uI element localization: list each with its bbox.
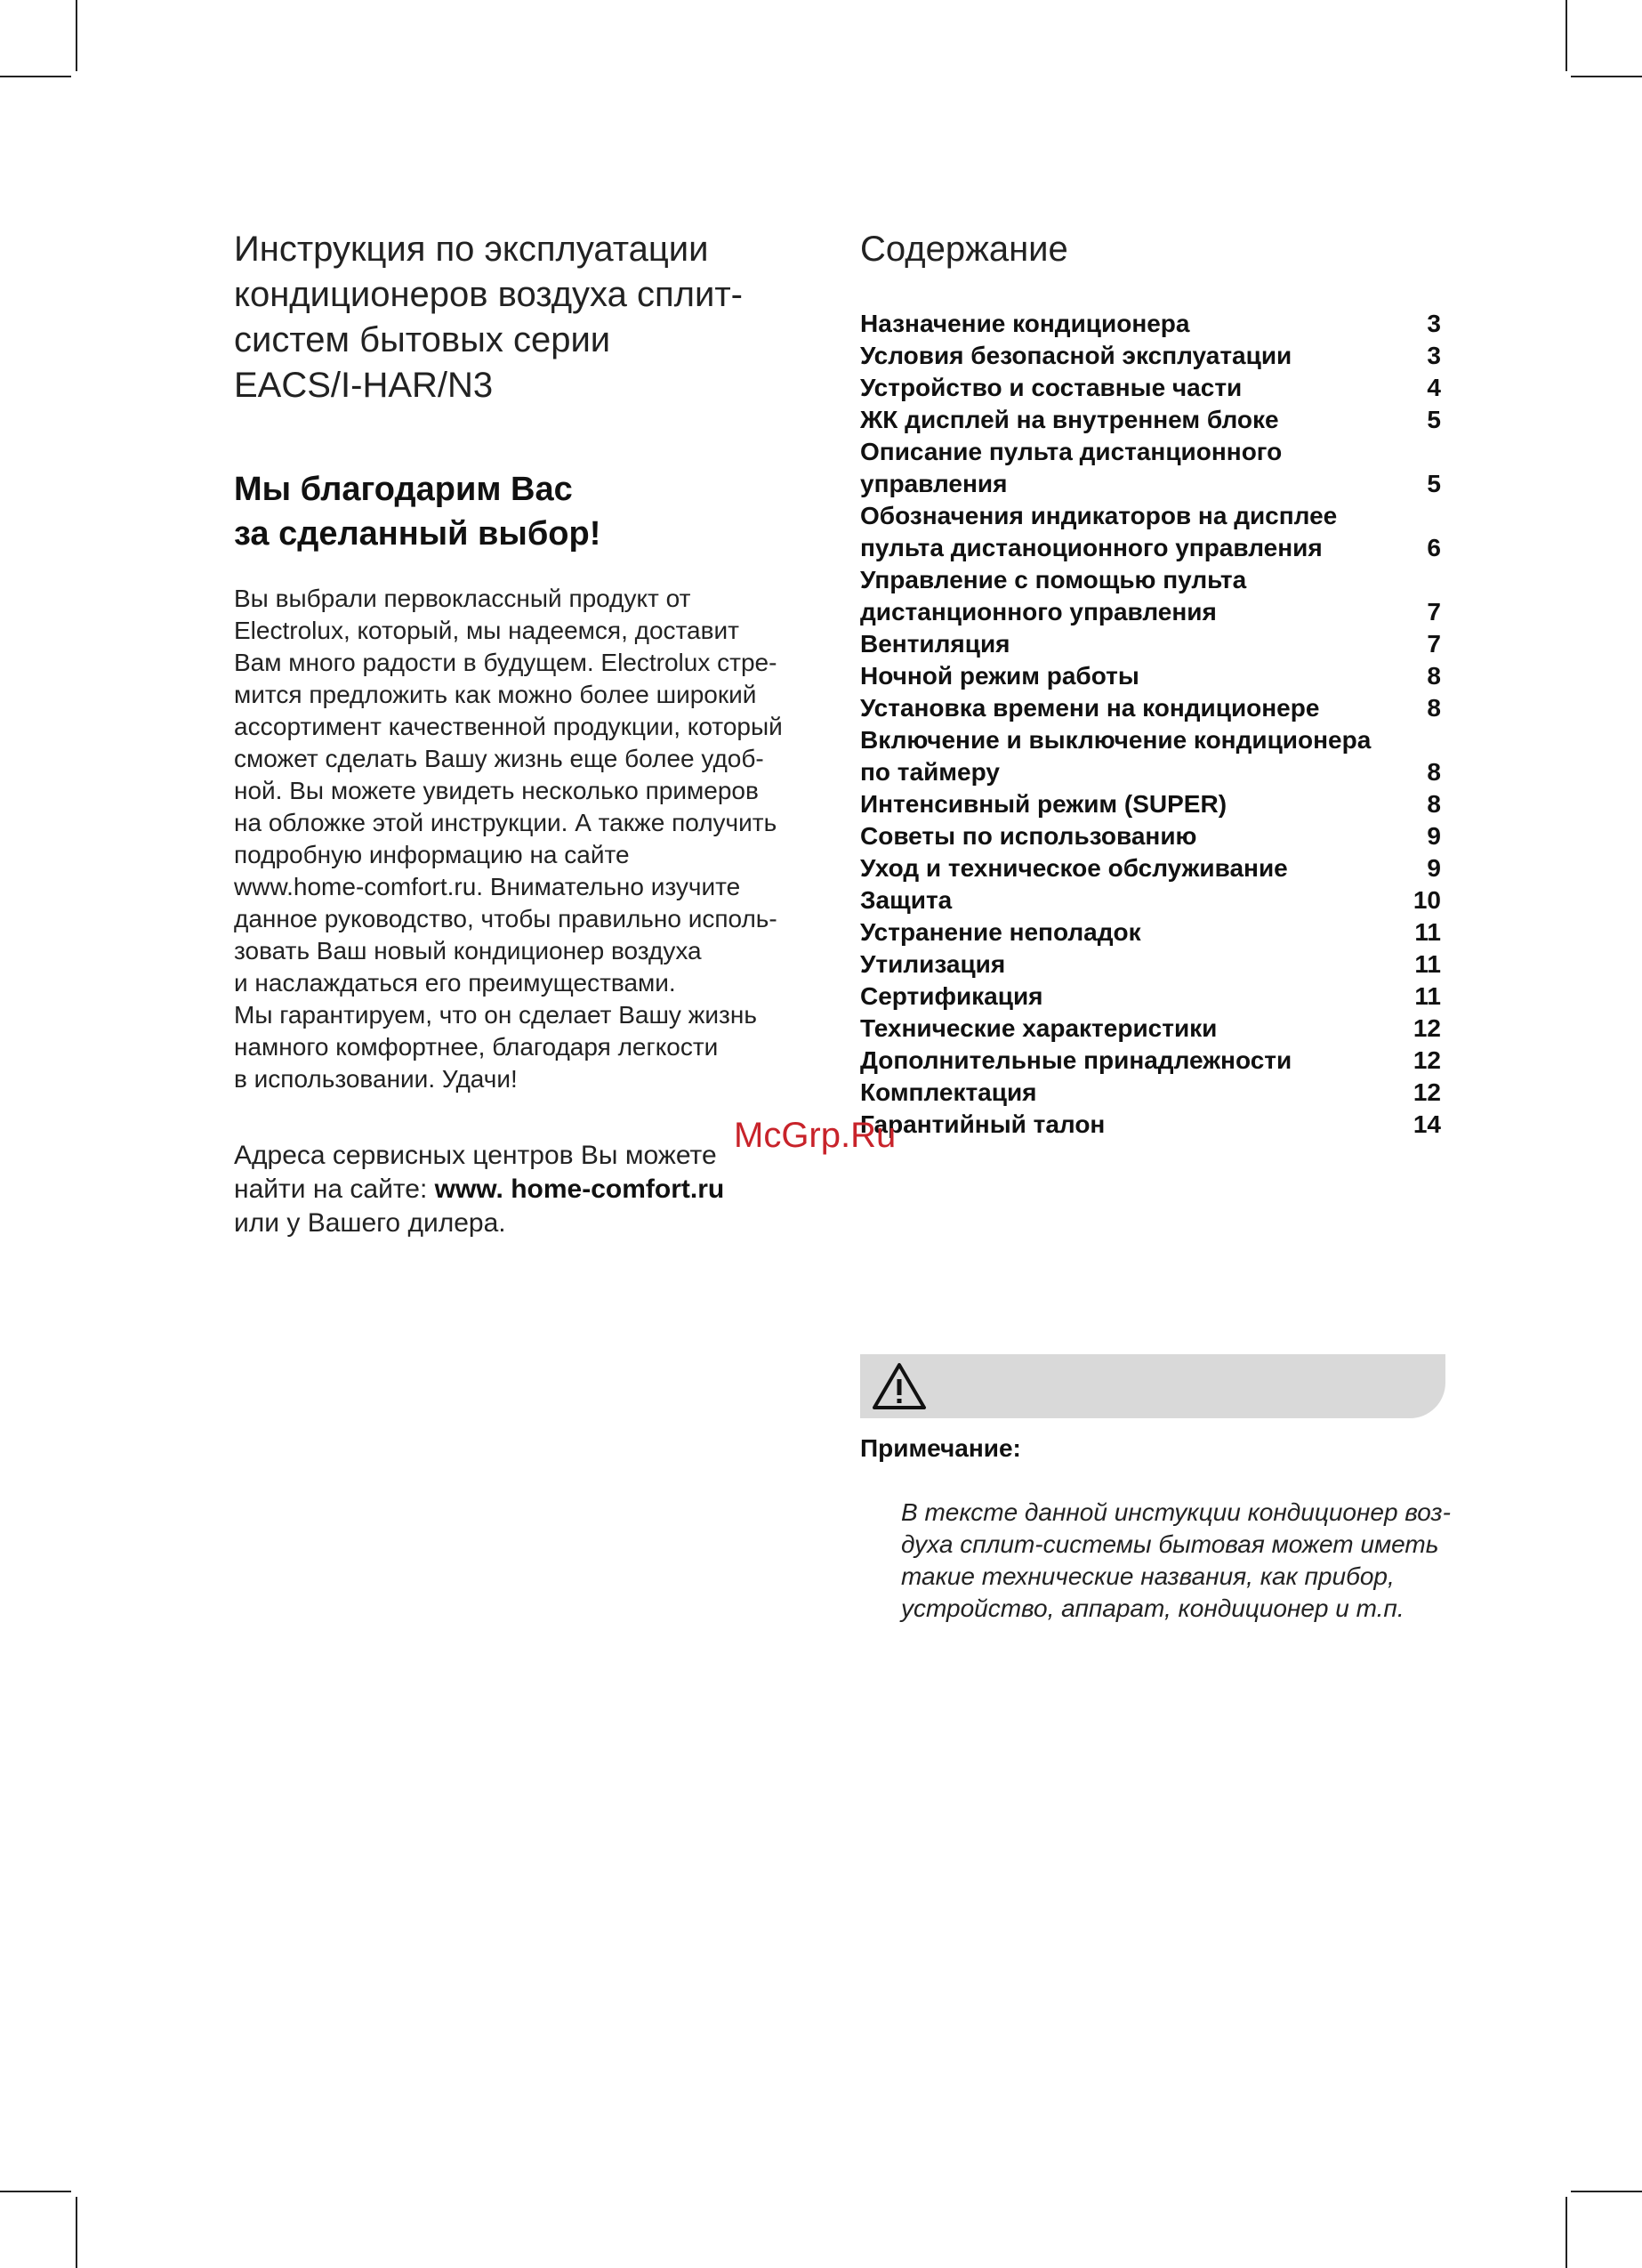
toc-item-title: Утилизация: [860, 950, 1006, 978]
crop-mark: [76, 2197, 77, 2268]
toc-item-page: 3: [1427, 310, 1441, 337]
crop-mark: [0, 2191, 71, 2192]
toc-item[interactable]: [860, 404, 1441, 436]
intro-line: мится предложить как можно более широкий: [234, 681, 757, 708]
toc-item-title: Комплектация: [860, 1078, 1037, 1106]
intro-line: и наслаждаться его преимуществами.: [234, 969, 676, 997]
toc-item-page: 12: [1413, 1046, 1441, 1074]
note-line: духа сплит-системы бытовая может иметь: [901, 1530, 1439, 1558]
service-line: или у Вашего дилера.: [234, 1208, 506, 1238]
toc-item[interactable]: [860, 820, 1441, 852]
intro-line: намного комфортнее, благодаря легкости: [234, 1033, 719, 1061]
service-line-prefix: найти на сайте:: [234, 1174, 435, 1204]
toc-item-title: Гарантийный талон: [860, 1110, 1106, 1138]
toc-item-title: Сертификация: [860, 982, 1043, 1010]
document-title: [234, 227, 839, 408]
toc-item[interactable]: [860, 660, 1441, 692]
toc-item-page: 4: [1427, 374, 1441, 401]
toc-item-title: Советы по использованию: [860, 822, 1197, 850]
toc-item[interactable]: [860, 564, 1441, 628]
toc-item-title: Обозначения индикаторов на дисплее: [860, 502, 1338, 529]
title-line: Инструкция по эксплуатации: [234, 230, 709, 269]
toc-item-page: 5: [1427, 470, 1441, 497]
toc-item-page: 9: [1427, 822, 1441, 850]
note-banner: [860, 1354, 1445, 1418]
thanks-line: за сделанный выбор!: [234, 515, 601, 553]
crop-mark: [1571, 2191, 1642, 2192]
toc-item[interactable]: [860, 340, 1441, 372]
intro-line: данное руководство, чтобы правильно исполь-: [234, 905, 777, 932]
intro-line: www.home-comfort.ru. Внимательно изучите: [234, 873, 741, 900]
intro-line: в использовании. Удачи!: [234, 1065, 518, 1093]
toc-item-title: Описание пульта дистанционного: [860, 438, 1283, 465]
toc-item[interactable]: [860, 500, 1441, 564]
intro-line: Вы выбрали первоклассный продукт от: [234, 585, 691, 612]
toc-item-title: Дополнительные принадлежности: [860, 1046, 1292, 1074]
toc-item-title: Защита: [860, 886, 953, 914]
toc-item[interactable]: [860, 852, 1441, 884]
toc-item-page: 8: [1427, 790, 1441, 818]
note-line: такие технические названия, как прибор,: [901, 1562, 1395, 1590]
intro-line: подробную информацию на сайте: [234, 841, 630, 868]
crop-mark: [1566, 0, 1567, 71]
toc-item[interactable]: [860, 628, 1441, 660]
website-link[interactable]: www. home-comfort.ru: [434, 1174, 725, 1204]
toc-item-page: 12: [1413, 1078, 1441, 1106]
crop-mark: [76, 0, 77, 71]
toc-item[interactable]: [860, 1013, 1441, 1045]
title-line: систем бытовых серии: [234, 320, 611, 359]
toc-item[interactable]: [860, 948, 1441, 981]
toc-item-title: Включение и выключение кондиционера: [860, 726, 1372, 754]
toc-item[interactable]: [860, 1109, 1441, 1141]
toc-item-page: 6: [1427, 534, 1441, 561]
warning-icon: [871, 1361, 928, 1411]
toc-item-title: Вентиляция: [860, 630, 1010, 658]
toc-item-title: Управление с помощью пульта: [860, 566, 1247, 593]
toc-item-title: Устранение неполадок: [860, 918, 1141, 946]
toc-item-page: 12: [1413, 1014, 1441, 1042]
toc-item-title: Установка времени на кондиционере: [860, 694, 1320, 722]
toc-item-title: Ночной режим работы: [860, 662, 1139, 690]
toc-title: Содержание: [860, 230, 1068, 269]
toc-list: [860, 308, 1441, 1141]
intro-line: зовать Ваш новый кондиционер воздуха: [234, 937, 702, 965]
toc-item-page: 14: [1413, 1110, 1441, 1138]
toc-item-title: по таймеру: [860, 758, 1000, 786]
intro-line: ной. Вы можете увидеть несколько примеров: [234, 777, 759, 804]
intro-line: сможет сделать Вашу жизнь еще более удоб-: [234, 745, 764, 772]
toc-item-page: 11: [1414, 950, 1441, 978]
toc-item[interactable]: [860, 884, 1441, 916]
toc-item-title: дистанционного управления: [860, 598, 1217, 626]
service-line: [234, 1173, 724, 1207]
note-text: [901, 1497, 1451, 1625]
toc-item-page: 8: [1427, 758, 1441, 786]
note-line: В тексте данной инстукции кондиционер воз-: [901, 1498, 1451, 1526]
crop-mark: [0, 76, 71, 77]
toc-item-page: 11: [1414, 982, 1441, 1010]
toc-item-page: 3: [1427, 342, 1441, 369]
toc-item[interactable]: [860, 436, 1441, 500]
toc-item-title: Интенсивный режим (SUPER): [860, 790, 1227, 818]
toc-item-title: ЖК дисплей на внутреннем блоке: [860, 406, 1279, 433]
intro-line: ассортимент качественной продукции, который: [234, 713, 783, 740]
thanks-line: Мы благодарим Вас: [234, 471, 573, 508]
toc-item[interactable]: [860, 1077, 1441, 1109]
toc-item-page: 11: [1414, 918, 1441, 946]
title-line: кондиционеров воздуха сплит-: [234, 275, 743, 314]
intro-line: Мы гарантируем, что он сделает Вашу жизнь: [234, 1001, 757, 1029]
toc-item-title: пульта дистаноционного управления: [860, 534, 1323, 561]
service-line: Адреса сервисных центров Вы можете: [234, 1141, 717, 1170]
toc-item-page: 5: [1427, 406, 1441, 433]
toc-item-title: Назначение кондиционера: [860, 310, 1190, 337]
note-line: устройство, аппарат, кондиционер и т.п.: [901, 1594, 1405, 1622]
intro-paragraph: [234, 583, 839, 1095]
toc-item-page: 9: [1427, 854, 1441, 882]
table-of-contents: [860, 227, 1441, 1141]
toc-item-page: 8: [1427, 694, 1441, 722]
toc-item-page: 7: [1427, 630, 1441, 658]
watermark: McGrp.Ru: [734, 1116, 897, 1155]
toc-item-page: 7: [1427, 598, 1441, 626]
intro-line: Electrolux, который, мы надеемся, доставит: [234, 617, 739, 644]
toc-item[interactable]: [860, 788, 1441, 820]
toc-item-title: Технические характеристики: [860, 1014, 1218, 1042]
crop-mark: [1571, 76, 1642, 77]
toc-item-title: Уход и техническое обслуживание: [860, 854, 1288, 882]
toc-item-title: Устройство и составные части: [860, 374, 1243, 401]
thanks-heading: [234, 467, 839, 556]
title-line: EACS/I-HAR/N3: [234, 366, 494, 405]
toc-item[interactable]: [860, 724, 1441, 788]
intro-line: на обложке этой инструкции. А также получить: [234, 809, 777, 836]
service-centers-note: [234, 1139, 724, 1240]
toc-item[interactable]: [860, 372, 1441, 404]
note-label: Примечание:: [860, 1434, 1021, 1462]
toc-item[interactable]: [860, 308, 1441, 340]
left-column: [234, 227, 839, 1095]
toc-item-title: управления: [860, 470, 1008, 497]
toc-item-page: 10: [1413, 886, 1441, 914]
toc-item[interactable]: [860, 981, 1441, 1013]
toc-item[interactable]: [860, 692, 1441, 724]
toc-item[interactable]: [860, 1045, 1441, 1077]
toc-item-title: Условия безопасной эксплуатации: [860, 342, 1292, 369]
crop-mark: [1566, 2197, 1567, 2268]
intro-line: Вам много радости в будущем. Electrolux стре-: [234, 649, 777, 676]
toc-item-page: 8: [1427, 662, 1441, 690]
toc-item[interactable]: [860, 916, 1441, 948]
